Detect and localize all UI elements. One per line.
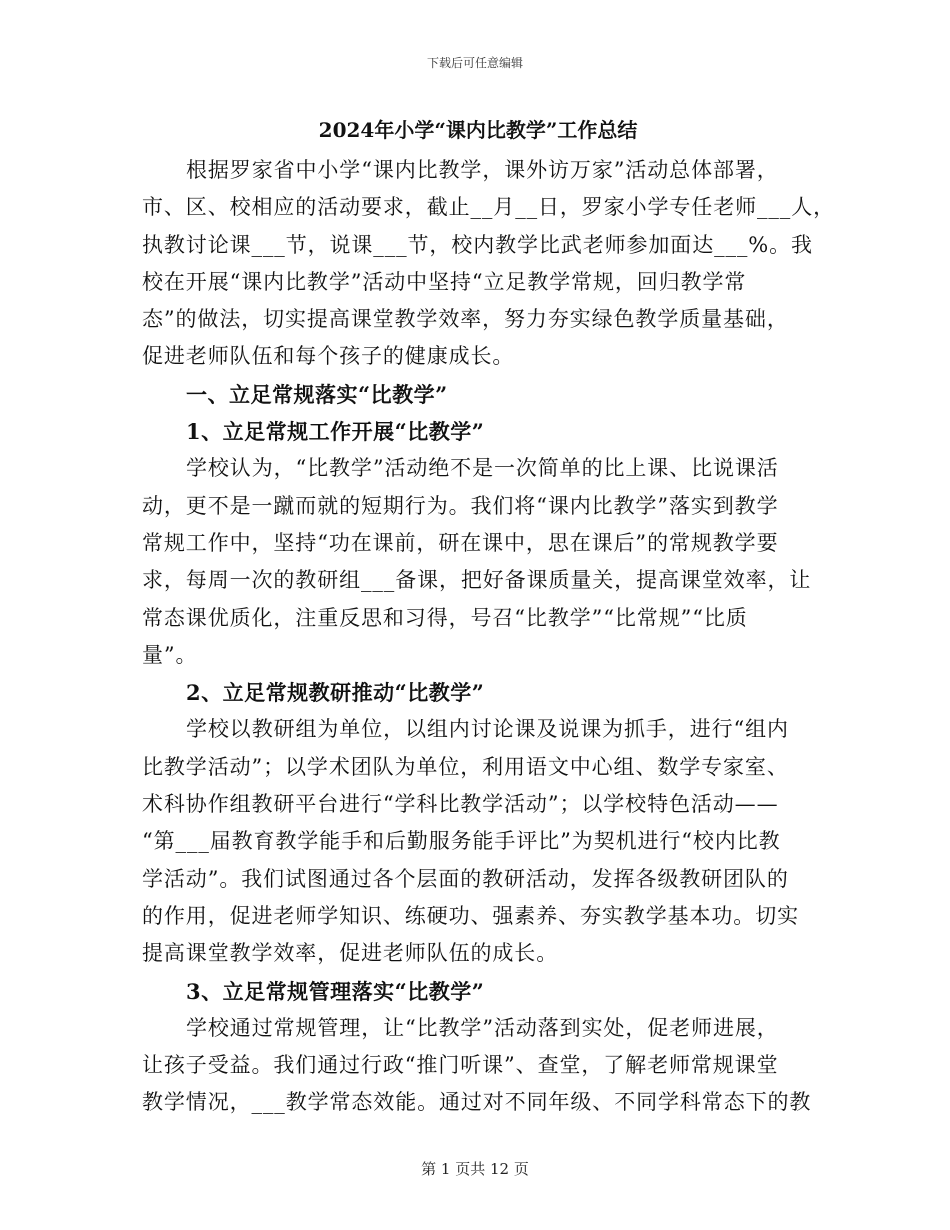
paragraph-line: 市、区、校相应的活动要求，截止__月__日，罗家小学专任老师___人，	[142, 195, 835, 220]
paragraph-line: 让孩子受益。我们通过行政“推门听课”、查堂，了解老师常规课堂	[142, 1053, 779, 1078]
paragraph-line: 动，更不是一蹴而就的短期行为。我们将“课内比教学”落实到教学	[142, 493, 779, 518]
section-heading: 一、立足常规落实“比教学”	[186, 381, 448, 407]
paragraph-line: 量”。	[142, 642, 198, 667]
subsection-heading: 3、立足常规管理落实“比教学”	[186, 978, 485, 1004]
paragraph-line: 学校认为，“比教学”活动绝不是一次简单的比上课、比说课活	[186, 456, 779, 481]
subsection-heading: 2、立足常规教研推动“比教学”	[186, 680, 485, 706]
paragraph-line: 比教学活动”；以学术团队为单位，利用语文中心组、数学专家室、	[142, 754, 789, 779]
paragraph-line: 态”的做法，切实提高课堂教学效率，努力夯实绿色教学质量基础，	[142, 307, 789, 332]
paragraph-line: 学校通过常规管理，让“比教学”活动落到实处，促老师进展，	[186, 1015, 779, 1040]
paragraph-line: 常规工作中，坚持“功在课前，研在课中，思在课后”的常规教学要	[142, 530, 779, 555]
paragraph-line: 常态课优质化，注重反思和习得，号召“比教学”“比常规”“比质	[142, 605, 748, 630]
paragraph-line: 教学情况，___教学常态效能。通过对不同年级、不同学科常态下的教	[142, 1090, 812, 1115]
paragraph-line: 校在开展“课内比教学”活动中坚持“立足教学常规，回归教学常	[142, 269, 747, 294]
paragraph-line: 学活动”。我们试图通过各个层面的教研活动，发挥各级教研团队的	[142, 866, 789, 891]
paragraph-line: “第___届教育教学能手和后勤服务能手评比”为契机进行“校内比教	[142, 829, 781, 854]
paragraph-line: 根据罗家省中小学“课内比教学，课外访万家”活动总体部署，	[186, 158, 779, 182]
paragraph-line: 术科协作组教研平台进行“学科比教学活动”；以学校特色活动——	[142, 792, 779, 817]
paragraph-line: 提高课堂教学效率，促进老师队伍的成长。	[142, 941, 559, 966]
paragraph-line: 执教讨论课___节，说课___节，校内教学比武老师参加面达___%。我	[142, 232, 813, 257]
paragraph-line: 学校以教研组为单位，以组内讨论课及说课为抓手，进行“组内	[186, 717, 789, 742]
page-footer: 第 1 页共 12 页	[421, 1160, 529, 1178]
paragraph-line: 促进老师队伍和每个孩子的健康成长。	[142, 344, 515, 369]
subsection-heading: 1、立足常规工作开展“比教学”	[186, 419, 485, 445]
header-note: 下载后可任意编辑	[426, 56, 523, 70]
paragraph-line: 求，每周一次的教研组___备课，把好备课质量关，提高课堂效率，让	[142, 568, 812, 593]
document-title: 2024年小学“课内比教学”工作总结	[318, 118, 638, 142]
document-body	[142, 112, 835, 1122]
paragraph-line: 的作用，促进老师学知识、练硬功、强素养、夯实教学基本功。切实	[142, 903, 799, 928]
